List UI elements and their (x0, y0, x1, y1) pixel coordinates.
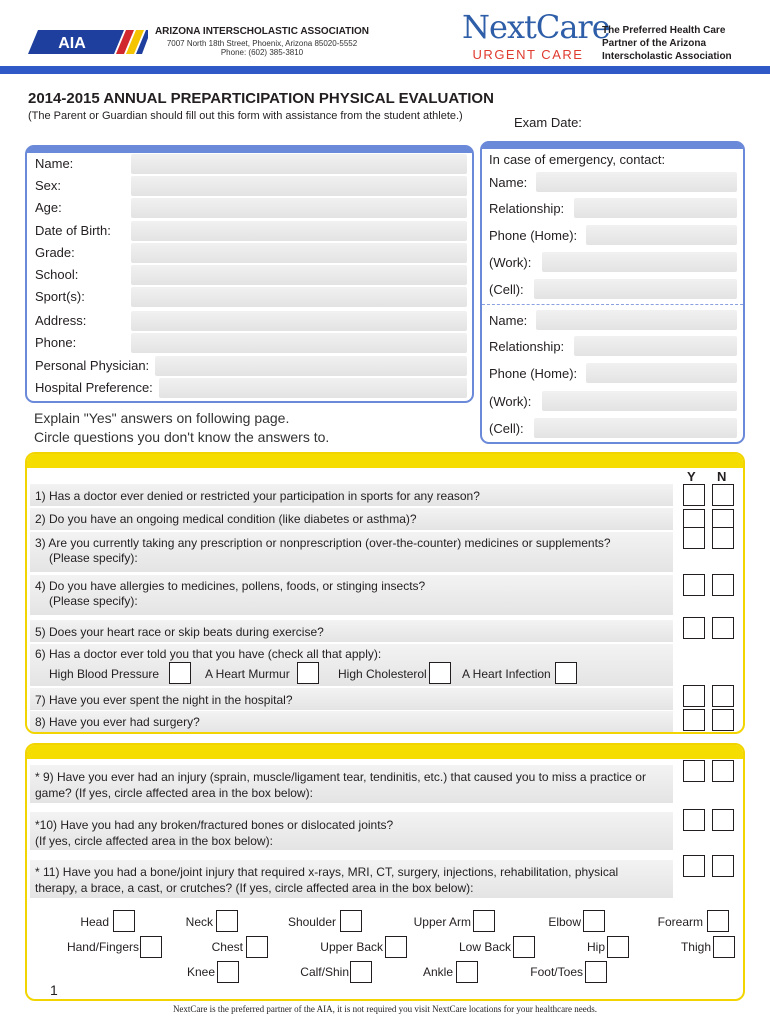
body-part-upper-arm-label: Upper Arm (413, 915, 471, 929)
phone-label: Phone: (35, 335, 77, 350)
body-part-forearm-checkbox[interactable] (707, 910, 729, 932)
aia-phone: Phone: (602) 385-3810 (220, 48, 304, 57)
q6-high-cholesterol-checkbox[interactable] (429, 662, 451, 684)
form-title: 2014-2015 ANNUAL PREPARTICIPATION PHYSICAL EVALUATION (28, 90, 494, 107)
questions-section-2 (25, 743, 745, 1001)
question-1: 1) Has a doctor ever denied or restricted your participation in sports for any reason? (35, 489, 480, 503)
nextcare-urgent-care: URGENT CARE (472, 47, 584, 62)
school-field[interactable] (131, 265, 467, 285)
q9-yes-checkbox[interactable] (683, 760, 705, 782)
ec1-work-field[interactable] (542, 252, 737, 272)
body-part-foot-toes-checkbox[interactable] (585, 961, 607, 983)
header-divider (0, 66, 770, 74)
body-part-ankle-label: Ankle (422, 965, 453, 979)
footer-disclaimer: NextCare is the preferred partner of the AIA, it is not required you visit NextCare locations for your healthcare needs. (172, 1004, 598, 1014)
question-8: 8) Have you ever had surgery? (35, 715, 200, 729)
q6-heart-murmur-checkbox[interactable] (297, 662, 319, 684)
age-label: Age: (35, 200, 62, 215)
body-part-head-checkbox[interactable] (113, 910, 135, 932)
q10-no-checkbox[interactable] (712, 809, 734, 831)
q9-no-checkbox[interactable] (712, 760, 734, 782)
ec2-work-label: (Work): (489, 394, 532, 409)
body-part-neck-label: Neck (185, 915, 213, 929)
questions-section-1 (25, 452, 745, 734)
q6-option-high-blood-pressure: High Blood Pressure (49, 667, 160, 681)
body-part-low-back-label: Low Back (458, 940, 511, 954)
body-part-thigh-checkbox[interactable] (713, 936, 735, 958)
question-4-specify: (Please specify): (49, 594, 138, 608)
emergency-heading: In case of emergency, contact: (489, 152, 666, 167)
body-part-calf-shin-checkbox[interactable] (350, 961, 372, 983)
q6-option-high-cholesterol: High Cholesterol (338, 667, 427, 681)
body-part-head-label: Head (80, 915, 109, 929)
q5-yes-checkbox[interactable] (683, 617, 705, 639)
ec2-relationship-label: Relationship: (489, 339, 565, 354)
body-part-shoulder-label: Shoulder (287, 915, 336, 929)
grade-field[interactable] (131, 243, 467, 263)
address-label: Address: (35, 313, 87, 328)
body-part-thigh-label: Thigh (680, 940, 711, 954)
hospital-field[interactable] (159, 378, 467, 398)
ec1-name-label: Name: (489, 175, 528, 190)
body-part-chest-label: Chest (211, 940, 243, 954)
body-part-calf-shin-label: Calf/Shin (300, 965, 349, 979)
q4-yes-checkbox[interactable] (683, 574, 705, 596)
grade-label: Grade: (35, 245, 75, 260)
body-part-elbow-checkbox[interactable] (583, 910, 605, 932)
contact-separator (482, 304, 743, 305)
ec1-name-field[interactable] (536, 172, 737, 192)
nextcare-logo: NextCare (462, 8, 610, 46)
ec2-cell-field[interactable] (534, 418, 737, 438)
ec1-home-label: Phone (Home): (489, 228, 578, 243)
body-part-forearm-label: Forearm (657, 915, 703, 929)
body-part-upper-arm-checkbox[interactable] (473, 910, 495, 932)
name-field[interactable] (131, 154, 467, 174)
sex-field[interactable] (131, 176, 467, 196)
ec1-relationship-label: Relationship: (489, 201, 565, 216)
q3-yes-checkbox[interactable] (683, 527, 705, 549)
q1-no-checkbox[interactable] (712, 484, 734, 506)
partner-tagline: The Preferred Health Care Partner of the Arizona Interscholastic Association (602, 25, 732, 62)
body-part-hip-checkbox[interactable] (607, 936, 629, 958)
ec2-home-field[interactable] (586, 363, 737, 383)
no-column-header: N (717, 469, 727, 484)
q6-option-heart-murmur: A Heart Murmur (205, 667, 290, 681)
address-field[interactable] (131, 311, 467, 331)
question-5: 5) Does your heart race or skip beats during exercise? (35, 625, 324, 639)
q10-yes-checkbox[interactable] (683, 809, 705, 831)
emergency-contact-box (480, 141, 745, 444)
q1-yes-checkbox[interactable] (683, 484, 705, 506)
q6-heart-infection-checkbox[interactable] (555, 662, 577, 684)
phone-field[interactable] (131, 333, 467, 353)
q8-no-checkbox[interactable] (712, 709, 734, 731)
dob-label: Date of Birth: (35, 223, 111, 238)
question-7: 7) Have you ever spent the night in the hospital? (35, 693, 293, 707)
question-11-line-2: therapy, a brace, a cast, or crutches? (If yes, circle affected area in the box below): (35, 881, 474, 895)
name-label: Name: (35, 156, 74, 171)
aia-org-name: ARIZONA INTERSCHOLASTIC ASSOCIATION (154, 26, 370, 37)
ec2-cell-label: (Cell): (489, 421, 524, 436)
body-part-knee-label: Knee (186, 965, 215, 979)
q4-no-checkbox[interactable] (712, 574, 734, 596)
school-label: School: (35, 267, 79, 282)
page-number: 1 (50, 982, 58, 998)
ec1-cell-field[interactable] (534, 279, 737, 299)
ec1-cell-label: (Cell): (489, 282, 524, 297)
body-part-hand-fingers-label: Hand/Fingers (66, 940, 139, 954)
body-part-low-back-checkbox[interactable] (513, 936, 535, 958)
q11-no-checkbox[interactable] (712, 855, 734, 877)
hospital-label: Hospital Preference: (35, 380, 153, 395)
yes-column-header: Y (687, 469, 696, 484)
aia-logo (28, 30, 148, 54)
q8-yes-checkbox[interactable] (683, 709, 705, 731)
age-field[interactable] (131, 198, 467, 218)
question-9-line-2: game? (If yes, circle affected area in the box below): (35, 786, 313, 800)
ec2-work-field[interactable] (542, 391, 737, 411)
q6-option-heart-infection: A Heart Infection (462, 667, 551, 681)
physician-label: Personal Physician: (35, 358, 150, 373)
body-part-shoulder-checkbox[interactable] (340, 910, 362, 932)
question-11: * 11) Have you had a bone/joint injury that required x-rays, MRI, CT, surgery, injections, rehabilitation, physical (35, 865, 619, 879)
exam-date-label: Exam Date: (514, 115, 582, 130)
q5-no-checkbox[interactable] (712, 617, 734, 639)
ec2-name-field[interactable] (536, 310, 737, 330)
student-info-box (25, 145, 474, 403)
ec1-home-field[interactable] (586, 225, 737, 245)
aia-logo-text: AIA (58, 35, 86, 52)
q7-yes-checkbox[interactable] (683, 685, 705, 707)
sex-label: Sex: (35, 178, 62, 193)
question-3: 3) Are you currently taking any prescription or nonprescription (over-the-counter) medicines or supplements? (35, 536, 611, 550)
sports-label: Sport(s): (35, 289, 85, 304)
body-part-upper-back-label: Upper Back (320, 940, 383, 954)
question-10-line-2: (If yes, circle affected area in the box below): (35, 834, 273, 848)
question-10: *10) Have you had any broken/fractured bones or dislocated joints? (35, 818, 394, 832)
body-part-neck-checkbox[interactable] (216, 910, 238, 932)
q7-no-checkbox[interactable] (712, 685, 734, 707)
ec2-name-label: Name: (489, 313, 528, 328)
q11-yes-checkbox[interactable] (683, 855, 705, 877)
question-4: 4) Do you have allergies to medicines, pollens, foods, or stinging insects? (35, 579, 426, 593)
ec1-work-label: (Work): (489, 255, 532, 270)
form-subtitle: (The Parent or Guardian should fill out this form with assistance from the student athlete.) (28, 110, 463, 122)
question-9: * 9) Have you ever had an injury (sprain, muscle/ligament tear, tendinitis, etc.) that caused you to miss a practice or (35, 770, 646, 784)
body-part-hand-fingers-checkbox[interactable] (140, 936, 162, 958)
sports-field[interactable] (131, 287, 467, 307)
body-part-knee-checkbox[interactable] (217, 961, 239, 983)
physician-field[interactable] (155, 356, 467, 376)
body-part-ankle-checkbox[interactable] (456, 961, 478, 983)
dob-field[interactable] (131, 221, 467, 241)
ec2-home-label: Phone (Home): (489, 366, 578, 381)
body-part-hip-label: Hip (586, 940, 605, 954)
q6-high-blood-pressure-checkbox[interactable] (169, 662, 191, 684)
question-2: 2) Do you have an ongoing medical condition (like diabetes or asthma)? (35, 512, 417, 526)
question-3-specify: (Please specify): (49, 551, 138, 565)
body-part-upper-back-checkbox[interactable] (385, 936, 407, 958)
explain-instructions: Explain "Yes" answers on following page. Circle questions you don't know the answers to. (34, 410, 330, 445)
question-6: 6) Has a doctor ever told you that you have (check all that apply): (35, 647, 382, 661)
body-part-elbow-label: Elbow (548, 915, 581, 929)
body-part-chest-checkbox[interactable] (246, 936, 268, 958)
aia-address: 7007 North 18th Street, Phoenix, Arizona 85020-5552 (166, 39, 358, 48)
q3-no-checkbox[interactable] (712, 527, 734, 549)
body-part-foot-toes-label: Foot/Toes (530, 965, 583, 979)
ec2-relationship-field[interactable] (574, 336, 737, 356)
ec1-relationship-field[interactable] (574, 198, 737, 218)
